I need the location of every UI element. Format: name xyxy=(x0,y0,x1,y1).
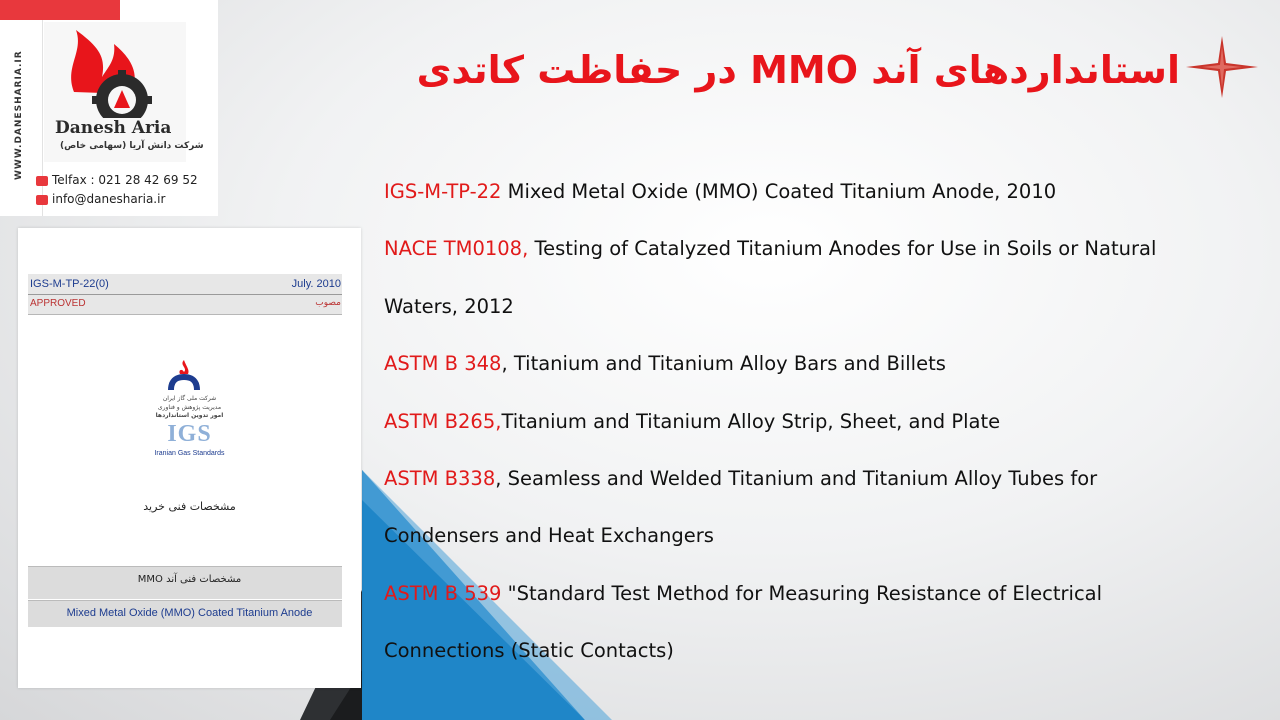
standard-text: Mixed Metal Oxide (MMO) Coated Titanium Anode, 2010 xyxy=(501,180,1057,203)
standard-text: Connections (Static Contacts) xyxy=(384,639,674,663)
doc-org-line3: امور تدوین استانداردها xyxy=(155,412,224,419)
website-vertical-text: WWW.DANESHARIA.IR xyxy=(14,50,24,180)
logo-accent-bar xyxy=(0,0,120,20)
standard-line xyxy=(384,278,1264,335)
standard-code: IGS-M-TP-22 xyxy=(384,180,502,203)
compass-star-icon xyxy=(1186,36,1258,98)
standard-text: Titanium and Titanium Alloy Strip, Sheet, and Plate xyxy=(501,409,1001,433)
contact-telfax xyxy=(36,173,198,187)
doc-igs-logo-text: IGS xyxy=(167,421,212,447)
standard-text: Testing of Catalyzed Titanium Anodes for Use in Soils or Natural xyxy=(528,237,1157,261)
doc-header-divider xyxy=(28,294,342,295)
standard-text: , Titanium and Titanium Alloy Bars and Billets xyxy=(501,352,946,376)
flame-gear-logo-icon xyxy=(44,22,186,118)
doc-band-2-text: Mixed Metal Oxide (MMO) Coated Titanium Anode xyxy=(66,607,313,619)
slide-title: استانداردهای آند MMO در حفاظت کاتدی xyxy=(416,48,1180,92)
doc-org-line1: شرکت ملی گاز ایران xyxy=(162,395,217,402)
contact-email xyxy=(36,192,165,206)
logo-brand-name: Danesh Aria xyxy=(55,118,172,138)
email-text: info@danesharia.ir xyxy=(52,192,166,206)
standard-line xyxy=(384,163,1264,220)
telfax-text: Telfax : 021 28 42 69 52 xyxy=(52,173,198,187)
doc-approved: APPROVED xyxy=(30,298,86,309)
standard-code: ASTM B265, xyxy=(384,409,502,433)
email-icon xyxy=(36,195,48,205)
standard-line xyxy=(384,335,1264,392)
company-logo-card xyxy=(0,0,218,216)
standard-line xyxy=(384,393,1264,450)
standard-code: ASTM B338 xyxy=(384,466,496,490)
standard-line xyxy=(384,507,1264,564)
standard-code: ASTM B 539 xyxy=(384,581,502,605)
standard-text: "Standard Test Method for Measuring Resistance of Electrical xyxy=(501,581,1103,605)
standards-list xyxy=(384,163,1264,680)
doc-title-fa: مشخصات فنی خرید xyxy=(143,500,236,513)
doc-band-1-text: مشخصات فنی آند MMO xyxy=(137,574,242,585)
standard-code: NACE TM0108, xyxy=(384,237,529,261)
fax-icon xyxy=(36,176,48,186)
standard-line xyxy=(384,220,1264,277)
logo-subtitle: شرکت دانش آریا (سهامی خاص) xyxy=(60,141,204,151)
standard-line xyxy=(384,450,1264,507)
doc-igs-subtitle: Iranian Gas Standards xyxy=(154,450,225,457)
doc-date: July. 2010 xyxy=(291,278,341,290)
standard-text: , Seamless and Welded Titanium and Titanium Alloy Tubes for xyxy=(495,466,1098,490)
doc-org-line2: مدیریت پژوهش و فناوری xyxy=(157,404,222,411)
nigc-emblem-icon xyxy=(164,360,204,392)
standard-text: Condensers and Heat Exchangers xyxy=(384,524,714,548)
standard-line xyxy=(384,565,1264,622)
doc-approved-fa: مصوب xyxy=(315,298,341,308)
standard-document-cover xyxy=(18,228,361,688)
standard-code: ASTM B 348 xyxy=(384,352,502,376)
standard-text: Waters, 2012 xyxy=(384,294,514,318)
standard-line xyxy=(384,622,1264,679)
doc-code: IGS-M-TP-22(0) xyxy=(30,278,109,290)
